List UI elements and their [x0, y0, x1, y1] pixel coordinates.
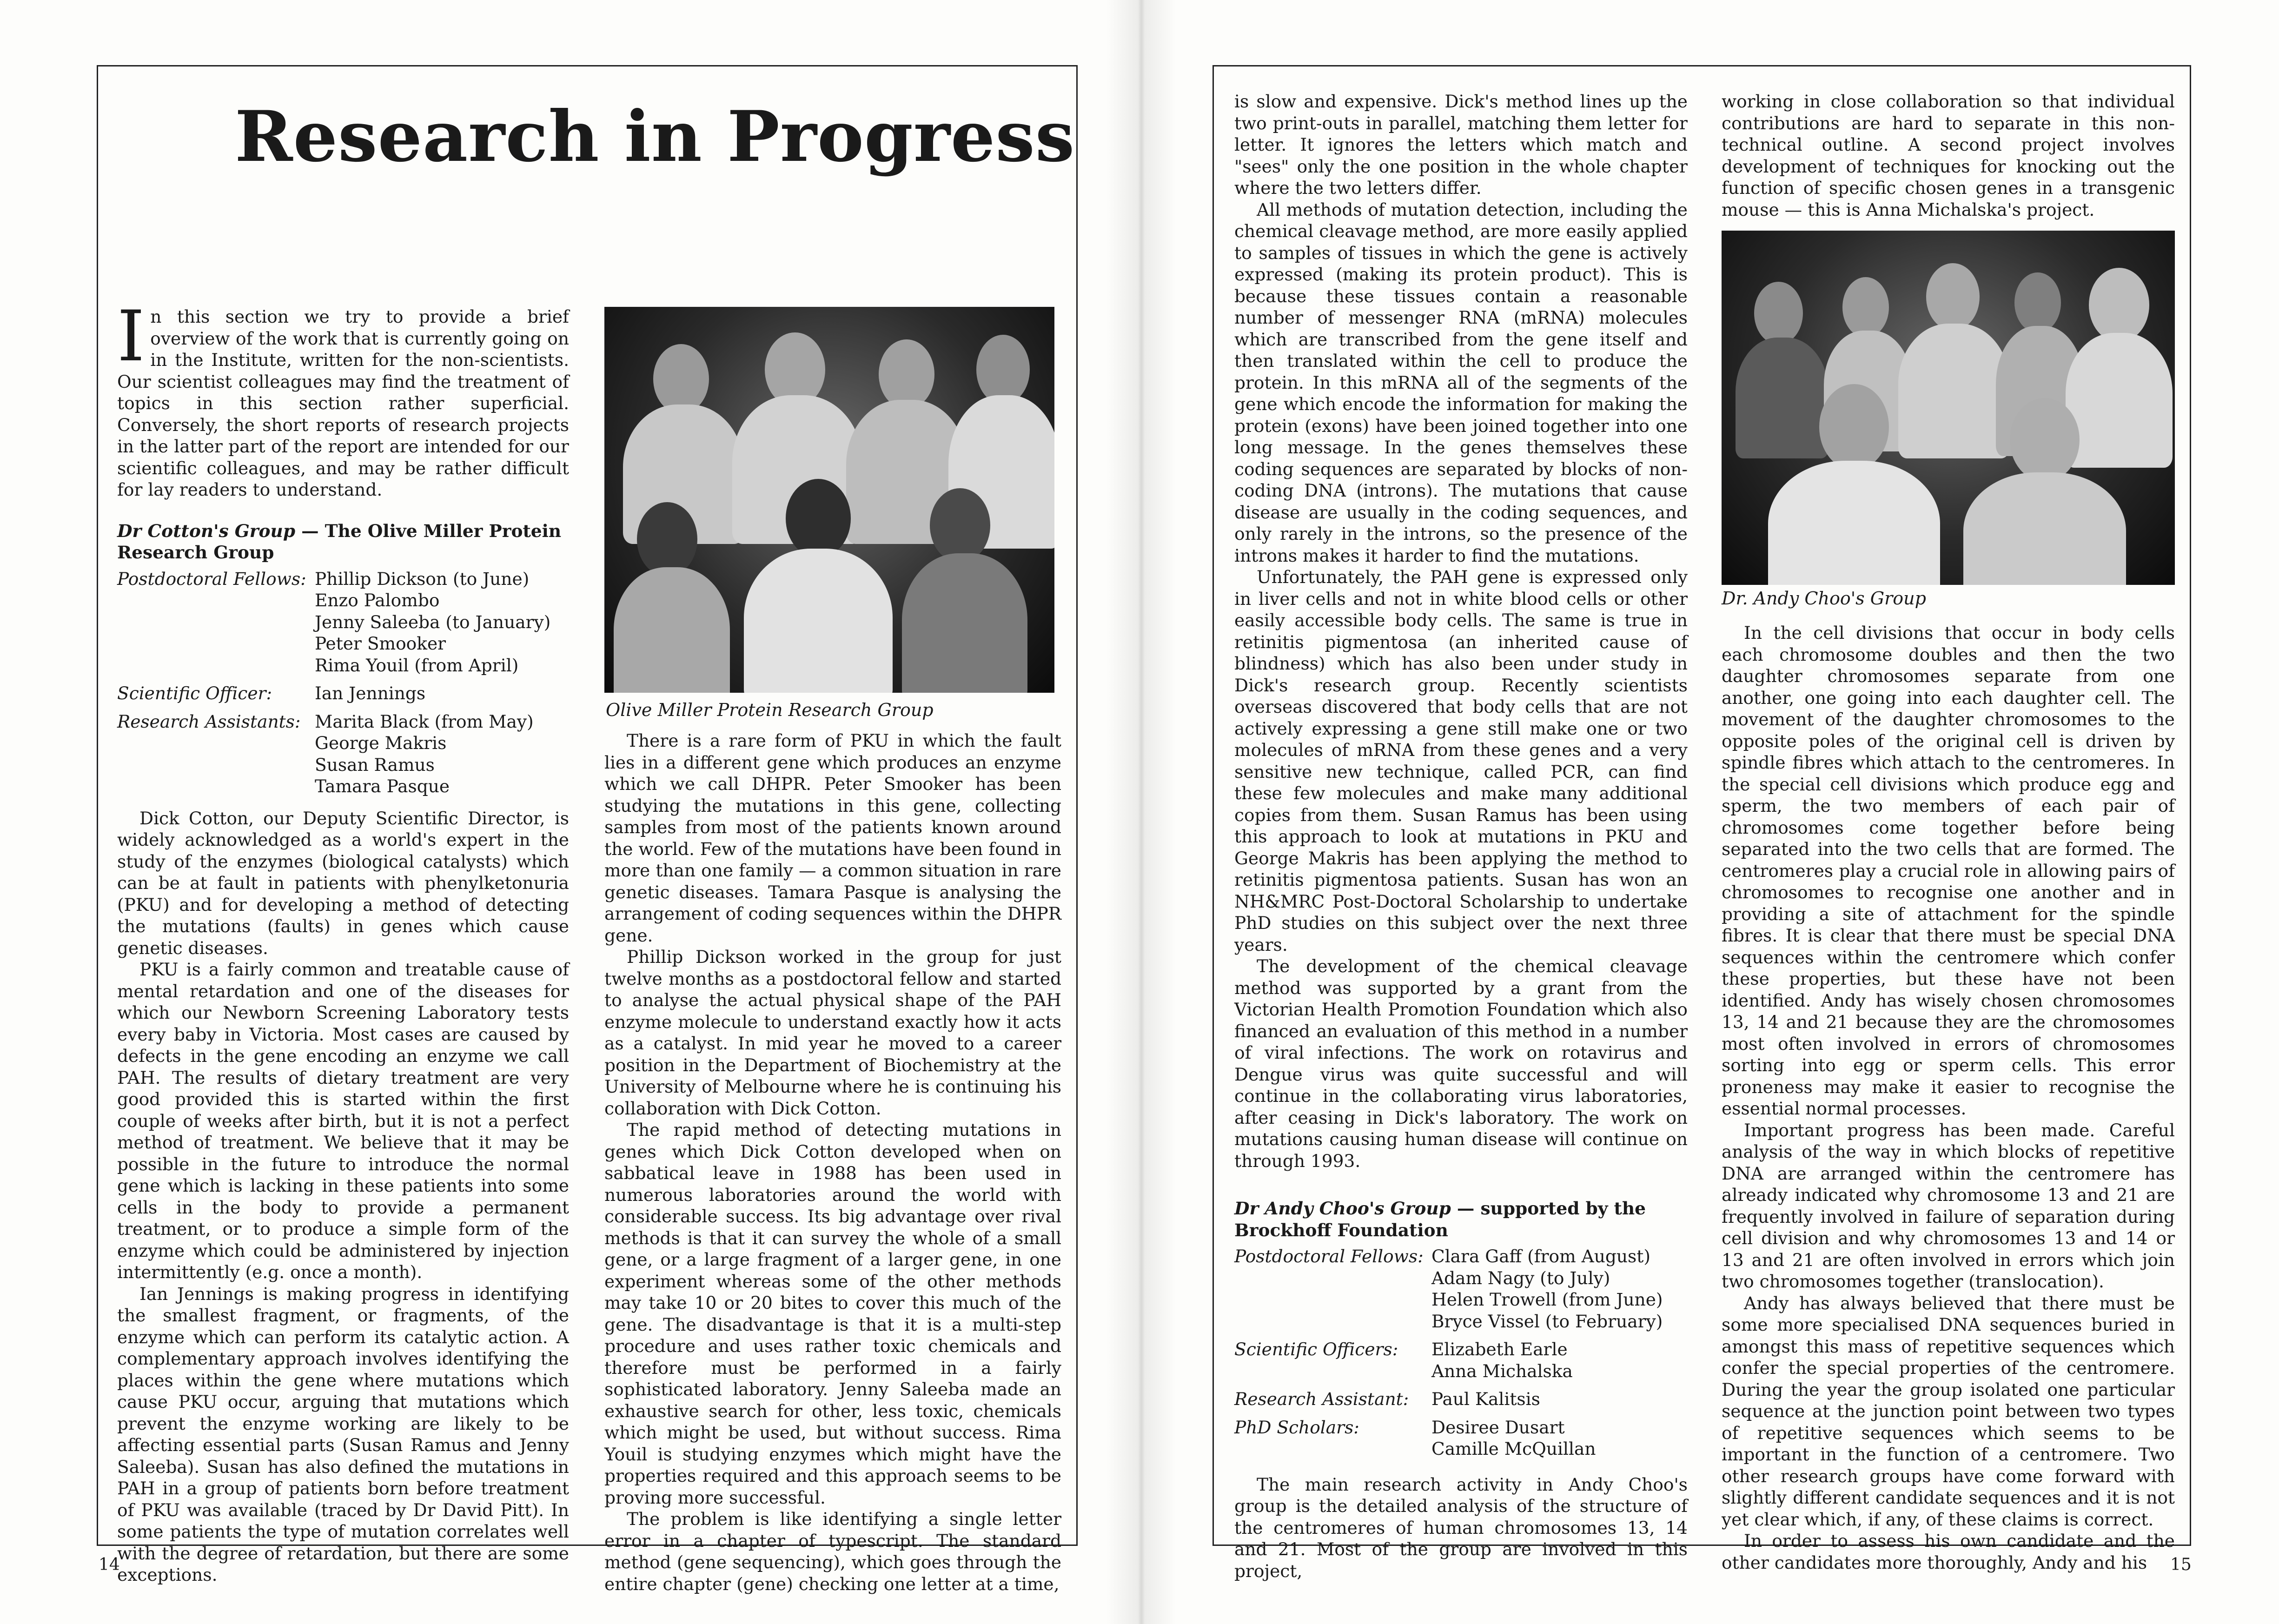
body-paragraph: The problem is like identifying a single letter error in a chapter of typescript. The standard method (gene sequencing), which goes through the entire chapter (gene) checking one letter at a time,	[604, 1509, 1061, 1594]
page-number-right: 15	[2170, 1555, 2192, 1574]
body-paragraph: All methods of mutation detection, including the chemical cleavage method, are more easily applied to samples of tissues in which the gene is actively expressed (making its protein product). This is because these tissues contain a reasonable number of messenger RNA (mRNA) molecules which are transcribed from the gene itself and then translated within the cell to produce the protein. In this mRNA all of the segments of the gene which encode the information for making the protein (exons) have been joined together into one long message. In the genes themselves these coding sequences are separated by blocks of non-coding DNA (introns). The mutations that cause disease are usually in the coding sequences, and only rarely in the introns, so the presence of the introns makes it harder to find the mutations.	[1234, 199, 1688, 566]
body-paragraph: There is a rare form of PKU in which the fault lies in a different gene which produces an enzyme which we call DHPR. Peter Smooker has been studying the mutations in this gene, collecting samples from most of the patients known around the world. Few of the mutations have been found in more than one family — a common situation in rare genetic diseases. Tamara Pasque is analysing the arrangement of coding sequences within the DHPR gene.	[604, 730, 1061, 946]
right-page-column-2-top	[1722, 91, 2175, 220]
body-paragraph: The rapid method of detecting mutations in genes which Dick Cotton developed when on sabbatical leave in 1988 has been used in numerous laboratories around the world with considerable success. Its big advantage over rival methods is that it can survey the whole of a small gene, or a large fragment of a larger gene, in one experiment whereas some of the other methods may take 10 or 20 bites to cover this much of the gene. The disadvantage is that it is a multi-step procedure and uses rather toxic chemicals and therefore must be performed in a fairly sophisticated laboratory. Jenny Saleeba made an exhaustive search for other, less toxic, chemicals which might be used, but without success. Rima Youil is studying enzymes which might have the properties required and this approach seems to be proving more successful.	[604, 1120, 1061, 1508]
left-page-column-1	[117, 296, 569, 1586]
cotton-group-roster	[117, 568, 569, 797]
roster-row: Postdoctoral Fellows: Clara Gaff (from August) Adam Nagy (to July) Helen Trowell (from June) Bryce Vissel (to February)	[1234, 1246, 1663, 1332]
olive-miller-photo-caption: Olive Miller Protein Research Group	[606, 700, 934, 720]
right-page-column-1	[1234, 91, 1688, 1582]
body-paragraph: working in close collaboration so that individual contributions are hard to separate in this non-technical outline. A second project involves development of techniques for knocking out the function of specific chosen genes in a transgenic mouse — this is Anna Michalska's project.	[1722, 91, 2175, 220]
body-paragraph: In order to assess his own candidate and the other candidates more thoroughly, Andy and his	[1722, 1531, 2175, 1573]
roster-row: Research Assistant: Paul Kalitsis	[1234, 1389, 1540, 1409]
roster-row: Postdoctoral Fellows: Phillip Dickson (to June) Enzo Palombo Jenny Saleeba (to January) Peter Smooker Rima Youil (from April)	[117, 568, 551, 676]
book-gutter	[1106, 0, 1176, 1624]
roster-row: Scientific Officer: Ian Jennings	[117, 683, 426, 703]
page-number-left: 14	[99, 1555, 120, 1574]
body-paragraph: Unfortunately, the PAH gene is expressed only in liver cells and not in white blood cells or other easily accessible body cells. The same is true in retinitis pigmentosa (an inherited cause of blindness) which has also been under study in Dick's research group. Recently scientists overseas discovered that body cells that are not actively expressing a gene still make one or two molecules of mRNA from these genes and a very sensitive new technique, called PCR, can find these few molecules and make many additional copies from them. Susan Ramus has been using this approach to look at mutations in PKU and George Makris has been applying the method to retinitis pigmentosa patients. Susan has won an NH&MRC Post-Doctoral Scholarship to undertake PhD studies on this subject over the next three years.	[1234, 567, 1688, 955]
body-paragraph: The main research activity in Andy Choo's group is the detailed analysis of the structure of the centromeres of human chromosomes 13, 14 and 21. Most of the group are involved in this project,	[1234, 1474, 1688, 1581]
page-title: Research in Progress	[235, 96, 1075, 178]
body-paragraph: Important progress has been made. Careful analysis of the way in which blocks of repetitive DNA are arranged within the centromere has already indicated why chromosome 13 and 21 are frequently involved in failure of separation during cell division and why chromosomes 13 and 14 or 13 and 21 are often involved in errors which join two chromosomes together (translocation).	[1722, 1120, 2175, 1292]
choo-group-roster	[1234, 1246, 1688, 1460]
body-paragraph: Ian Jennings is making progress in identifying the smallest fragment, or fragments, of the enzyme which can perform its catalytic action. A complementary approach involves identifying the places within the gene where mutations which cause PKU occur, arguing that mutations which prevent the enzyme working are likely to be affecting essential parts (Susan Ramus and Jenny Saleeba). Susan has also defined the mutations in PAH in a group of patients born before treatment of PKU was available (traced by Dr David Pitt). In some patients the type of mutation correlates well with the degree of retardation, but there are some exceptions.	[117, 1283, 569, 1585]
right-page-column-2	[1722, 622, 2175, 1573]
choo-group-photo	[1722, 231, 2175, 585]
roster-row: PhD Scholars: Desiree Dusart Camille McQuillan	[1234, 1417, 1596, 1459]
body-paragraph: PKU is a fairly common and treatable cause of mental retardation and one of the diseases for which our Newborn Screening Laboratory tests every baby in Victoria. Most cases are caused by defects in the gene encoding an enzyme we call PAH. The results of dietary treatment are very good provided this is started within the first couple of weeks after birth, but it is not a perfect method of treatment. We believe that it may be possible in the future to introduce the normal gene which is lacking in these patients into some cells in the body to provide a permanent treatment, or to produce a simple form of the enzyme which could be administered by injection intermittently (e.g. once a month).	[117, 959, 569, 1282]
drop-cap: I	[117, 296, 145, 377]
body-paragraph: Dick Cotton, our Deputy Scientific Director, is widely acknowledged as a world's expert in the study of the enzymes (biological catalysts) which can be at fault in patients with phenylketonuria (PKU) and for developing a method of detecting the mutations (faults) in genes which cause genetic diseases.	[117, 808, 569, 958]
choo-photo-caption: Dr. Andy Choo's Group	[1722, 588, 1926, 609]
body-paragraph: In the cell divisions that occur in body cells each chromosome doubles and then the two daughter chromosomes separate from one another, one going into each daughter cell. The movement of the daughter chromosomes to the opposite poles of the original cell is driven by spindle fibres which attach to the centromeres. In the special cell divisions which produce egg and sperm, the two members of each pair of chromosomes come together before being separated into the two cells that are formed. The centromeres play a crucial role in allowing pairs of chromosomes to recognise one another and in providing a site of attachment for the spindle fibres. It is clear that there must be special DNA sequences within the centromere which confer these properties, but these have not been identified. Andy has wisely chosen chromosomes 13, 14 and 21 because they are the chromosomes most often involved in errors of chromosomes sorting into egg or sperm cells. This error proneness may make it easier to recognise the essential normal processes.	[1722, 623, 2175, 1119]
body-paragraph: is slow and expensive. Dick's method lines up the two print-outs in parallel, matching them letter for letter. It ignores the letters which match and "sees" only the one position in the whole chapter where the two letters differ.	[1234, 91, 1688, 198]
body-paragraph: Phillip Dickson worked in the group for just twelve months as a postdoctoral fellow and started to analyse the actual physical shape of the PAH enzyme molecule to understand exactly how it acts as a catalyst. In mid year he moved to a career position in the Department of Biochemistry at the University of Melbourne where he is continuing his collaboration with Dick Cotton.	[604, 947, 1061, 1119]
left-page-column-2	[604, 730, 1061, 1595]
body-paragraph: The development of the chemical cleavage method was supported by a grant from the Victorian Health Promotion Foundation which also financed an evaluation of this method in a number of viral infections. The work on rotavirus and Dengue virus was quite successful and will continue in the collaborating virus laboratories, after ceasing in Dick's laboratory. The work on mutations causing human disease will continue on through 1993.	[1234, 956, 1688, 1171]
body-paragraph: Andy has always believed that there must be some more specialised DNA sequences buried in amongst this mass of repetitive sequences which confer the special properties of the centromere. During the year the group isolated one particular sequence at the junction point between two types of repetitive sequences which seems to be important in the function of a centromere. Two other research groups have come forward with slightly different candidate sequences and it is not yet clear which, if any, of these claims is correct.	[1722, 1293, 2175, 1530]
choo-group-heading: Dr Andy Choo's Group — supported by the Brockhoff Foundation	[1234, 1198, 1646, 1240]
cotton-group-heading: Dr Cotton's Group — The Olive Miller Protein Research Group	[117, 520, 562, 563]
roster-row: Scientific Officers: Elizabeth Earle Anna Michalska	[1234, 1339, 1573, 1381]
intro-paragraph: In this section we try to provide a brief overview of the work that is currently going on in the Institute, written for the non-scientists. Our scientist colleagues may find the treatment of topics in this section rather superficial. Conversely, the short reports of research projects in the latter part of the report are intended for our scientific colleagues, and may be rather difficult for lay readers to understand.	[117, 296, 569, 500]
roster-row: Research Assistants: Marita Black (from May) George Makris Susan Ramus Tamara Pasque	[117, 711, 534, 796]
olive-miller-group-photo	[604, 307, 1054, 693]
